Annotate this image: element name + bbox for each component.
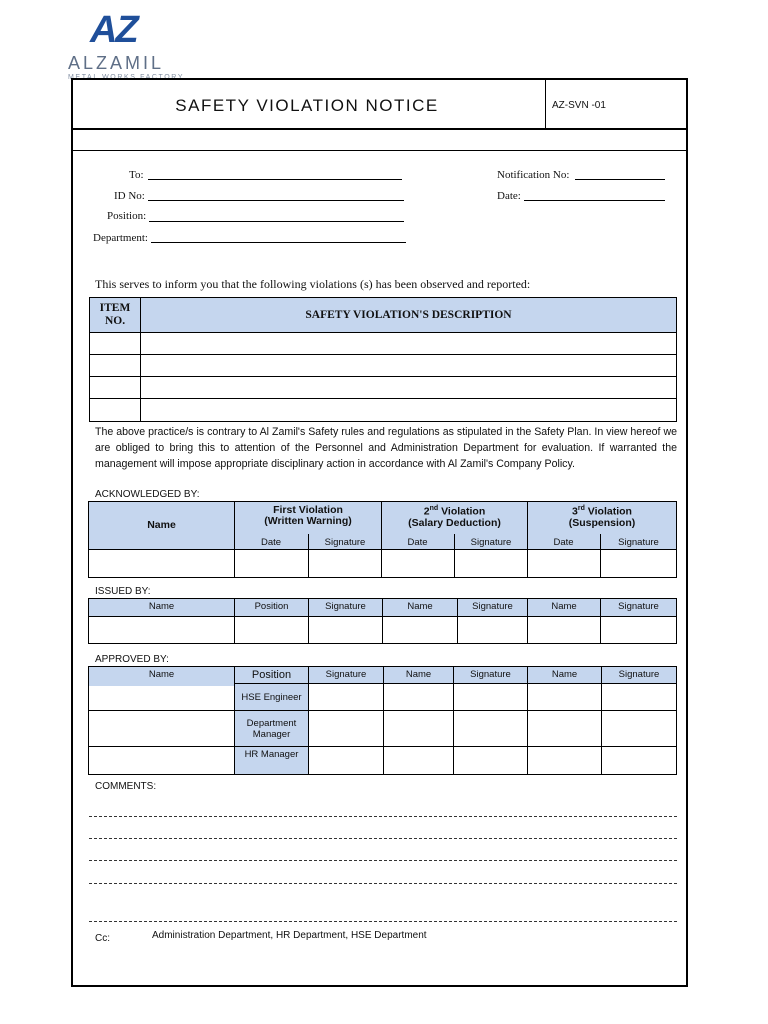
approved-row-divider	[88, 746, 235, 747]
position-label: Position:	[107, 210, 147, 222]
issued-cell[interactable]	[308, 616, 383, 644]
ack-signature-cell[interactable]	[600, 549, 677, 578]
ack-v1-signature-header: Signature	[324, 536, 366, 548]
approved-position-hr: HR Manager	[244, 748, 299, 760]
ack-v3-sub: (Suspension)	[568, 516, 636, 529]
ack-v2-sub: (Salary Deduction)	[408, 516, 501, 529]
ack-v2-num: 2	[423, 505, 430, 518]
to-label: To:	[129, 169, 144, 181]
approved-position-dept: Department Manager	[246, 717, 297, 740]
notification-no-field[interactable]	[575, 179, 665, 180]
department-label: Department:	[93, 232, 148, 244]
ack-v2-sup: nd	[429, 505, 439, 513]
ack-v1-date-header: Date	[260, 536, 282, 548]
description-cell[interactable]	[140, 354, 677, 377]
ack-v1-sub: (Written Warning)	[264, 515, 352, 527]
approved-cell[interactable]	[601, 710, 677, 747]
cc-label: Cc:	[95, 933, 110, 944]
ack-date-cell[interactable]	[381, 549, 455, 578]
comments-label: COMMENTS:	[95, 781, 157, 792]
issued-cell[interactable]	[88, 616, 235, 644]
issued-position-header: Position	[254, 601, 289, 612]
issued-name-header: Name	[148, 601, 175, 612]
issued-cell[interactable]	[457, 616, 528, 644]
ack-name-header: Name	[147, 519, 176, 531]
policy-paragraph: The above practice/s is contrary to Al Zamil's Safety rules and regulations as stipulated in the Safety Plan. In view hereof we are obliged to bring this to attention of the Personnel and Administration Department for evaluation. If warranted the management will impose appropriate disciplinary action in accordance with Al Zamil's Company Policy.	[95, 426, 677, 470]
company-logo	[64, 10, 204, 80]
issued-cell[interactable]	[382, 616, 458, 644]
date-field[interactable]	[524, 200, 665, 201]
ack-v2-title: Violation	[438, 505, 486, 518]
approved-cell[interactable]	[383, 683, 454, 711]
approved-cell[interactable]	[308, 683, 384, 711]
ack-signature-cell[interactable]	[454, 549, 528, 578]
header-bottom-divider	[71, 150, 688, 151]
description-cell[interactable]	[140, 376, 677, 399]
issued-cell[interactable]	[600, 616, 677, 644]
ack-v3-title-line	[572, 503, 632, 518]
ack-v1-title: First Violation	[273, 504, 343, 516]
approved-position-hse: HSE Engineer	[241, 691, 302, 703]
logo-tagline: METAL WORKS FACTORY	[68, 74, 185, 81]
notification-no-label: Notification No:	[497, 169, 570, 181]
logo-name: ALZAMIL	[68, 53, 165, 73]
issued-signature-header: Signature	[618, 601, 659, 612]
ack-v2-signature-header: Signature	[470, 536, 512, 548]
acknowledged-label: ACKNOWLEDGED BY:	[95, 489, 200, 500]
approved-cell[interactable]	[527, 683, 602, 711]
ack-v1-header	[234, 503, 382, 529]
approved-signature-header: Signature	[325, 668, 367, 680]
ack-signature-cell[interactable]	[308, 549, 382, 578]
ack-v3-signature-header: Signature	[618, 536, 659, 548]
code-divider	[545, 78, 546, 129]
ack-date-cell[interactable]	[234, 549, 309, 578]
approved-name-header: Name	[148, 668, 175, 680]
intro-text: This serves to inform you that the following violations (s) has been observed and reported:	[95, 277, 531, 291]
issued-cell[interactable]	[234, 616, 309, 644]
approved-cell[interactable]	[601, 683, 677, 711]
approved-cell[interactable]	[383, 710, 454, 747]
ack-date-cell[interactable]	[527, 549, 601, 578]
ack-v3-header	[527, 503, 677, 529]
comment-line[interactable]	[89, 838, 677, 839]
department-field[interactable]	[151, 242, 406, 243]
approved-label: APPROVED BY:	[95, 654, 169, 665]
id-no-label: ID No:	[114, 190, 145, 202]
approved-position-header: Position	[251, 668, 292, 681]
item-no-cell[interactable]	[89, 398, 141, 422]
approved-cell[interactable]	[527, 746, 602, 775]
ack-v2-header	[381, 503, 528, 529]
page-title: SAFETY VIOLATION NOTICE	[175, 96, 439, 115]
ack-v3-sup: rd	[577, 505, 585, 513]
ack-v2-date-header: Date	[407, 536, 428, 548]
approved-cell[interactable]	[527, 710, 602, 747]
title-divider	[71, 128, 688, 130]
approved-name-header: Name	[405, 668, 432, 680]
item-no-cell[interactable]	[89, 354, 141, 377]
approved-name-column	[88, 685, 235, 775]
logo-mark: AZ	[90, 9, 137, 51]
issued-signature-header: Signature	[325, 601, 366, 612]
comment-line[interactable]	[89, 921, 677, 922]
position-field[interactable]	[149, 221, 404, 222]
item-no-cell[interactable]	[89, 332, 141, 355]
issued-name-header: Name	[551, 601, 577, 612]
item-no-cell[interactable]	[89, 376, 141, 399]
description-cell[interactable]	[140, 398, 677, 422]
issued-cell[interactable]	[527, 616, 601, 644]
ack-v3-date-header: Date	[553, 536, 574, 548]
comment-line[interactable]	[89, 816, 677, 817]
approved-cell[interactable]	[453, 683, 528, 711]
cc-value: Administration Department, HR Department, HSE Department	[152, 930, 427, 941]
description-cell[interactable]	[140, 332, 677, 355]
approved-cell[interactable]	[308, 710, 384, 747]
approved-signature-header: Signature	[618, 668, 660, 680]
approved-row-divider	[88, 710, 235, 711]
date-label: Date:	[497, 190, 521, 202]
ack-v3-title: Violation	[584, 505, 632, 518]
ack-name-cell[interactable]	[88, 549, 235, 578]
item-no-header: ITEM NO.	[99, 302, 131, 327]
issued-name-header: Name	[407, 601, 433, 612]
approved-cell[interactable]	[383, 746, 454, 775]
comment-line[interactable]	[89, 883, 677, 884]
approved-cell[interactable]	[308, 746, 384, 775]
approved-cell[interactable]	[453, 710, 528, 747]
to-field[interactable]	[148, 179, 402, 180]
description-header: SAFETY VIOLATION'S DESCRIPTION	[305, 308, 512, 321]
ack-v2-title-line	[424, 503, 485, 518]
comment-line[interactable]	[89, 860, 677, 861]
ack-v3-num: 3	[572, 505, 578, 518]
approved-cell[interactable]	[453, 746, 528, 775]
approved-cell[interactable]	[601, 746, 677, 775]
issued-signature-header: Signature	[472, 601, 513, 612]
approved-signature-header: Signature	[470, 668, 511, 680]
issued-label: ISSUED BY:	[95, 586, 151, 597]
approved-name-header: Name	[551, 668, 578, 680]
id-no-field[interactable]	[148, 200, 404, 201]
form-code: AZ-SVN -01	[552, 100, 606, 111]
